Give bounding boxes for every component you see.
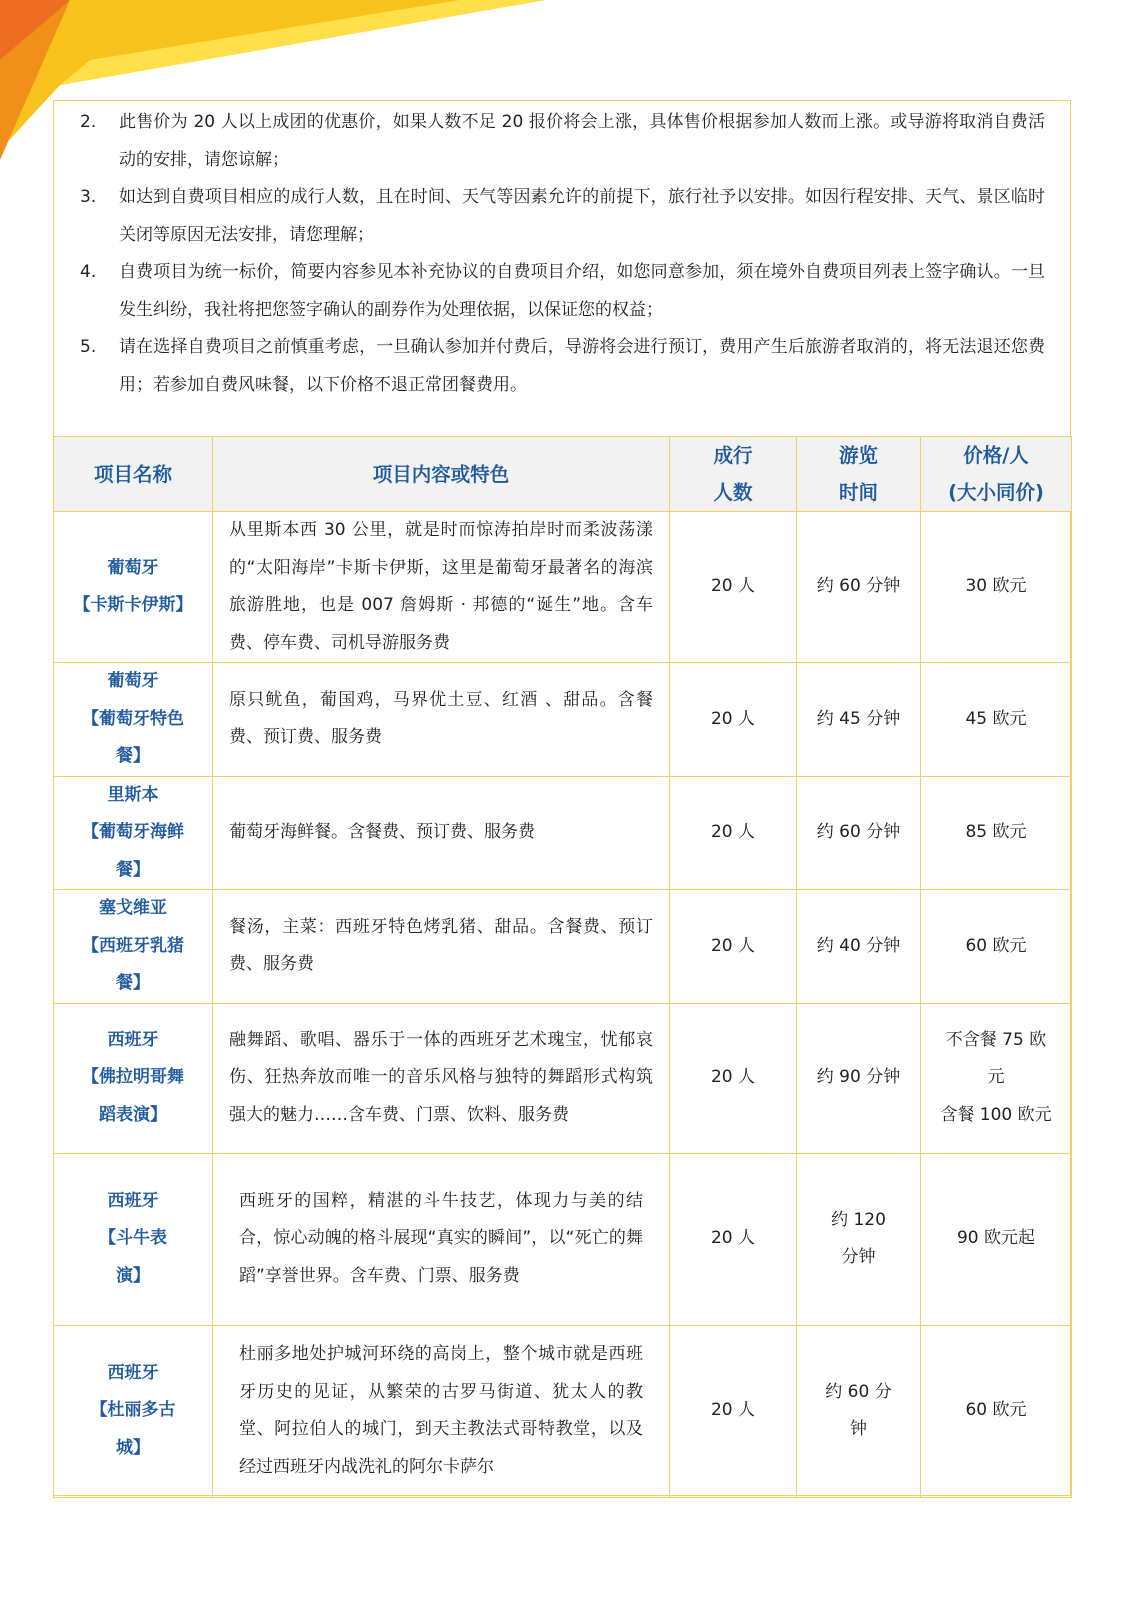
item-description: 从里斯本西 30 公里，就是时而惊涛拍岸时而柔波荡漾的“太阳海岸”卡斯卡伊斯，这里是葡萄牙最著名的海滨旅游胜地，也是 007 詹姆斯 · 邦德的“诞生”地。含车费、停车费、司机导游服务费 [213,512,670,663]
item-people: 20 人 [670,1003,797,1153]
item-time: 约 90 分钟 [797,1003,921,1153]
item-price: 30 欧元 [921,512,1072,663]
note-text: 此售价为 20 人以上成团的优惠价，如果人数不足 20 报价将会上涨，具体售价根据参加人数而上涨。或导游将取消自费活动的安排，请您谅解； [119,112,1045,170]
item-description: 融舞蹈、歌唱、器乐于一体的西班牙艺术瑰宝，忧郁哀伤、狂热奔放而唯一的音乐风格与独特的舞蹈形式构筑强大的魅力……含车费、门票、饮料、服务费 [213,1003,670,1153]
item-description: 原只鱿鱼，葡国鸡，马界优土豆、红酒 、甜品。含餐费、预订费、服务费 [213,663,670,777]
item-people: 20 人 [670,1153,797,1325]
note-item [53,254,1071,329]
item-name: 塞戈维亚 【西班牙乳猪 餐】 [54,890,213,1004]
table-row [54,890,1072,1004]
note-item [53,104,1071,179]
item-name: 葡萄牙 【葡萄牙特色 餐】 [54,663,213,777]
item-people: 20 人 [670,512,797,663]
table-row [54,512,1072,663]
item-description: 西班牙的国粹，精湛的斗牛技艺，体现力与美的结合，惊心动魄的格斗展现“真实的瞬间”，以“死亡的舞蹈”享誉世界。含车费、门票、服务费 [213,1153,670,1325]
note-number: 4. [80,262,97,282]
note-number: 5. [80,337,97,357]
item-time: 约 60 分 钟 [797,1325,921,1497]
item-description: 葡萄牙海鲜餐。含餐费、预订费、服务费 [213,776,670,890]
table-header-row [54,437,1072,512]
note-item [53,329,1071,404]
item-price: 60 欧元 [921,890,1072,1004]
table-row [54,776,1072,890]
item-people: 20 人 [670,776,797,890]
note-text: 请在选择自费项目之前慎重考虑，一旦确认参加并付费后，导游将会进行预订，费用产生后旅游者取消的，将无法退还您费用；若参加自费风味餐，以下价格不退正常团餐费用。 [119,337,1045,395]
header-name: 项目名称 [54,437,213,512]
note-number: 3. [80,187,97,207]
item-price: 不含餐 75 欧 元 含餐 100 欧元 [921,1003,1072,1153]
item-time: 约 40 分钟 [797,890,921,1004]
item-name: 葡萄牙 【卡斯卡伊斯】 [54,512,213,663]
note-text: 自费项目为统一标价，简要内容参见本补充协议的自费项目介绍，如您同意参加，须在境外自费项目列表上签字确认。一旦发生纠纷，我社将把您签字确认的副券作为处理依据，以保证您的权益； [119,262,1045,320]
item-description: 餐汤，主菜：西班牙特色烤乳猪、甜品。含餐费、预订费、服务费 [213,890,670,1004]
table-row [54,1325,1072,1497]
item-description: 杜丽多地处护城河环绕的高岗上，整个城市就是西班牙历史的见证，从繁荣的古罗马街道、犹太人的教堂、阿拉伯人的城门，到天主教法式哥特教堂，以及经过西班牙内战洗礼的阿尔卡萨尔 [213,1325,670,1497]
header-time: 游览 时间 [797,437,921,512]
item-time: 约 60 分钟 [797,776,921,890]
item-name: 西班牙 【佛拉明哥舞 蹈表演】 [54,1003,213,1153]
item-price: 90 欧元起 [921,1153,1072,1325]
note-text: 如达到自费项目相应的成行人数，且在时间、天气等因素允许的前提下，旅行社予以安排。如因行程安排、天气、景区临时关闭等原因无法安排，请您理解； [119,187,1045,245]
item-time: 约 120 分钟 [797,1153,921,1325]
table-row [54,1003,1072,1153]
item-people: 20 人 [670,890,797,1004]
item-time: 约 45 分钟 [797,663,921,777]
header-people: 成行 人数 [670,437,797,512]
item-name: 里斯本 【葡萄牙海鲜 餐】 [54,776,213,890]
item-price: 45 欧元 [921,663,1072,777]
notes-list [53,104,1071,404]
item-people: 20 人 [670,1325,797,1497]
table-row [54,1153,1072,1325]
note-number: 2. [80,112,97,132]
header-desc: 项目内容或特色 [213,437,670,512]
optional-items-table [53,436,1072,1498]
table-row [54,663,1072,777]
header-price: 价格/人 (大小同价) [921,437,1072,512]
item-people: 20 人 [670,663,797,777]
item-name: 西班牙 【杜丽多古 城】 [54,1325,213,1497]
item-name: 西班牙 【斗牛表 演】 [54,1153,213,1325]
item-time: 约 60 分钟 [797,512,921,663]
note-item [53,179,1071,254]
item-price: 85 欧元 [921,776,1072,890]
item-price: 60 欧元 [921,1325,1072,1497]
